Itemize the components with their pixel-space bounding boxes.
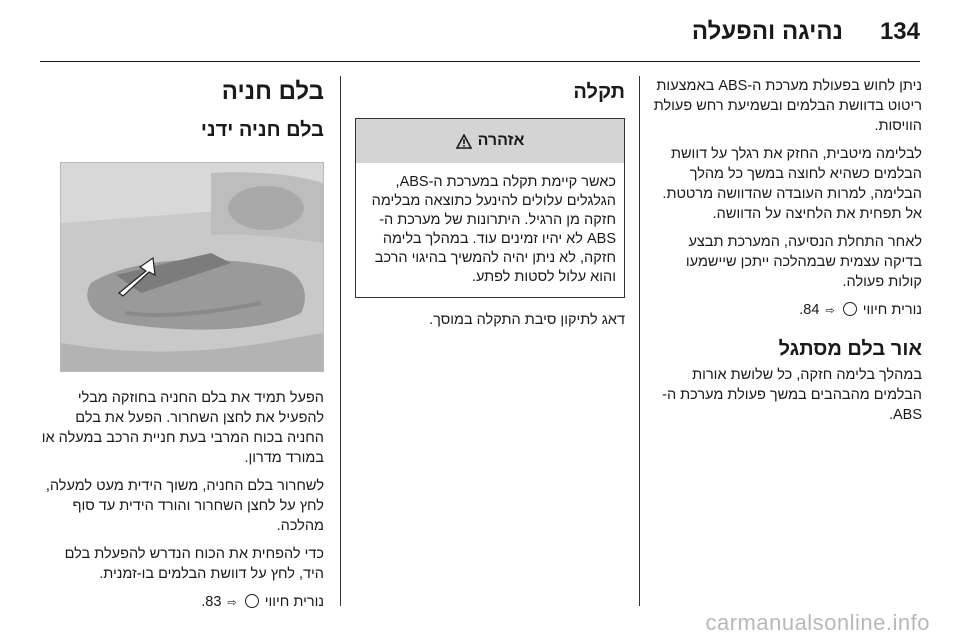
column-divider-right [639, 76, 640, 606]
adaptive-brake-light-title: אור בלם מסתגל [778, 338, 922, 360]
brake-indicator-reference [40, 592, 324, 613]
fault-heading: תקלה [573, 81, 625, 103]
page-ref-arrow-icon: ⇨ [227, 597, 237, 609]
release-brake-paragraph: לשחרור בלם החניה, משוך הידית מעט למעלה, לחץ על לחצן השחרור והורד הידית עד סוף מהלכה. [45, 478, 324, 534]
column-divider-left [340, 76, 341, 606]
indicator-reference-label: נורית חיווי [862, 302, 922, 318]
warning-body: כאשר קיימת תקלה במערכת ה-ABS, הגלגלים עלולים להינעל כתוצאה מבלימה חזקה מן הרגיל. היתרונות של מערכת ה-ABS לא יהיו זמינים עוד. במהלך בלימה חזקה, לא ניתן יהיה להמשיך בהיגוי הרכב והוא עלול לסטות לפתע. [371, 174, 616, 285]
running-title: נהיגה והפעלה [691, 18, 843, 45]
indicator-reference-page: 84. [799, 302, 820, 318]
indicator-reference [650, 300, 922, 321]
apply-brake-paragraph: הפעל תמיד את בלם החניה בחוזקה מבלי להפעיל את לחצן השחרור. הפעל את בלם החניה בכוח המרבי בעת חניית הרכב במעלה או במורד מדרון. [41, 390, 324, 466]
warning-triangle-icon [456, 134, 472, 149]
header-rule [40, 61, 920, 62]
abs-warning-light-icon [843, 302, 857, 316]
hand-brake-illustration [60, 162, 324, 372]
optimal-braking-paragraph: לבלימה מיטבית, החזק את רגלך על דוושת הבלמים כשהיא לחוצה במשך כל מהלך הבלימה, למרות העובדה שהדוושה מרטטת. אל תפחית את הלחיצה על הדוושה. [662, 146, 922, 222]
brake-indicator-page: 83. [201, 594, 222, 610]
brake-indicator-label: נורית חיווי [264, 594, 324, 610]
reduce-force-paragraph: כדי להפחית את הכוח הנדרש להפעלת בלם היד, לחץ על דוושת הבלמים בו-זמנית. [64, 546, 324, 582]
column-right [650, 76, 922, 433]
brake-warning-light-icon [245, 594, 259, 608]
watermark: carmanualsonline.info [705, 610, 930, 635]
column-left [40, 78, 324, 621]
abs-feel-paragraph: ניתן לחוש בפעולת מערכת ה-ABS באמצעות ריטוט בדוושת הבלמים ובשמיעת רחש פעולת הוויסות. [653, 78, 922, 134]
page-ref-arrow-icon: ⇨ [825, 305, 835, 317]
repair-note: דאג לתיקון סיבת התקלה במוסך. [429, 312, 625, 328]
parking-brake-heading: בלם חניה [221, 78, 324, 105]
warning-title: אזהרה [477, 132, 525, 149]
self-test-paragraph: לאחר התחלת הנסיעה, המערכת תבצע בדיקה עצמית שבמהלכה ייתכן שיישמעו קולות פעולה. [685, 234, 922, 290]
warning-box [355, 118, 625, 298]
adaptive-brake-light-body: במהלך בלימה חזקה, כל שלושת אורות הבלמים מהבהבים במשך פעולת מערכת ה-ABS. [662, 367, 922, 423]
page-number: 134 [879, 18, 920, 45]
warning-header [356, 119, 624, 163]
page-header [0, 0, 960, 62]
column-middle [355, 80, 625, 338]
hand-brake-subheading: בלם חניה ידני [200, 119, 324, 141]
